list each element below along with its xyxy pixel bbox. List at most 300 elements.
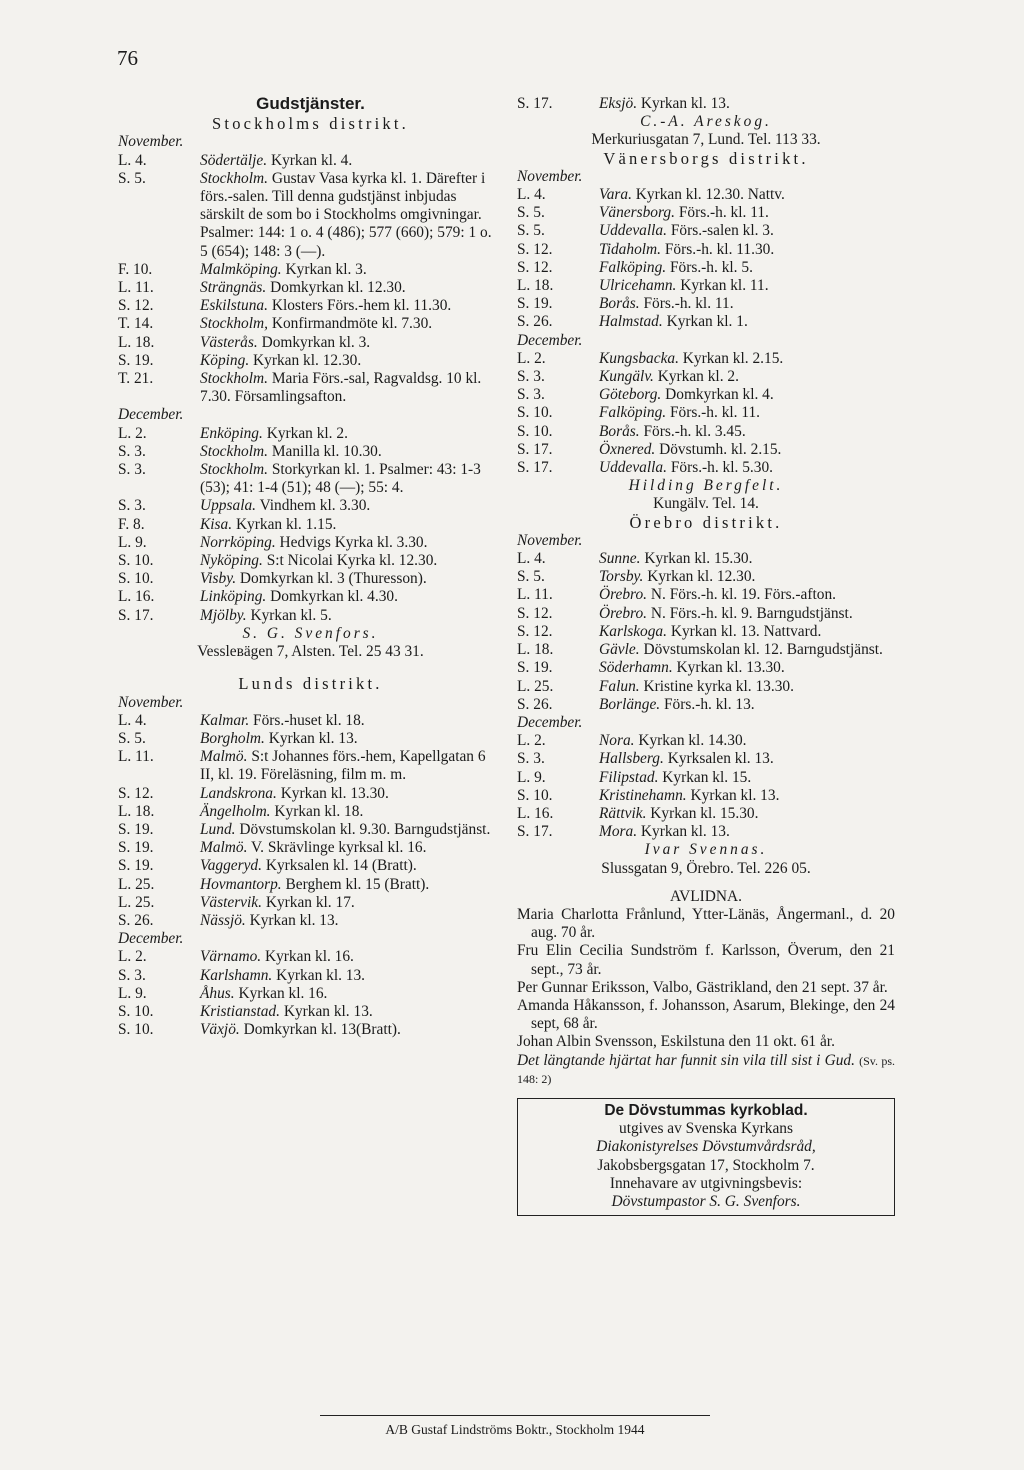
service-entry <box>517 404 895 422</box>
service-details: Kyrkan kl. 13. <box>640 823 730 841</box>
service-place: Kungälv. <box>599 368 654 386</box>
service-details: Manilla kl. 10.30. <box>271 442 382 460</box>
month-label: November. <box>118 693 184 711</box>
service-day: S. 10. <box>517 786 553 804</box>
service-details: Klosters Förs.-hem kl. 11.30. <box>271 297 452 315</box>
district-title-vanersborg: Vänersborgs distrikt. <box>603 148 809 168</box>
service-day: L. 4. <box>118 711 147 729</box>
service-entry <box>517 259 895 277</box>
service-entry <box>517 204 895 222</box>
service-entry <box>118 261 503 279</box>
service-details: Kyrkan kl. 15.30. <box>650 804 759 822</box>
service-details: Dövstumskolan kl. 9.30. Barngudstjänst. <box>239 820 491 838</box>
service-entry <box>118 352 503 370</box>
service-place: Vara. <box>599 186 632 204</box>
month-label: December. <box>517 713 583 731</box>
service-details: Kyrksalen kl. 13. <box>667 750 774 768</box>
service-entry <box>118 588 503 606</box>
service-details: Kyrkan kl. 16. <box>265 948 354 966</box>
service-entry <box>118 297 503 315</box>
service-place: Sunne. <box>599 550 641 568</box>
service-place: Växjö. <box>200 1021 240 1039</box>
service-place: Stockholm. <box>200 370 268 388</box>
service-day: L. 18. <box>517 641 554 659</box>
service-entry <box>517 623 895 641</box>
service-place: Tidaholm. <box>599 240 662 258</box>
service-details: Domkyrkan kl. 3. <box>261 333 371 351</box>
service-entry <box>118 876 503 894</box>
service-place: Köping. <box>200 351 250 369</box>
service-details: Kyrkan kl. 17. <box>265 893 355 911</box>
service-day: L. 4. <box>118 151 147 169</box>
service-day: L. 4. <box>517 550 546 568</box>
service-place: Vänersborg. <box>599 204 675 222</box>
service-day: S. 10. <box>517 422 553 440</box>
service-entry <box>118 370 503 406</box>
service-entry <box>517 350 895 368</box>
service-list <box>118 152 503 407</box>
service-place: Borås. <box>599 422 640 440</box>
service-place: Ulricehamn. <box>599 277 677 295</box>
service-place: Karlskoga. <box>599 622 667 640</box>
service-place: Malmö. <box>200 748 248 766</box>
address: Kungälv. Tel. 14. <box>653 495 759 513</box>
service-entry <box>517 696 895 714</box>
service-place: Västerås. <box>200 333 258 351</box>
service-list <box>118 712 503 930</box>
service-entry <box>517 641 895 659</box>
service-entry <box>118 461 503 497</box>
service-details: Dövstumh. kl. 2.15. <box>659 440 782 458</box>
service-entry <box>517 750 895 768</box>
service-place: Kisa. <box>200 515 233 533</box>
service-day: L. 18. <box>118 802 155 820</box>
service-place: Göteborg. <box>599 386 662 404</box>
closing-text: Det längtande hjärtat har funnit sin vila till sist i Gud. <box>517 1051 855 1069</box>
service-day: S. 5. <box>118 169 146 187</box>
month-label: December. <box>118 930 184 948</box>
service-details: Kyrkan kl. 15.30. <box>644 550 753 568</box>
service-details: Kyrkan kl. 13. <box>690 786 780 804</box>
service-place: Borås. <box>599 295 640 313</box>
month-label: December. <box>118 406 184 424</box>
service-place: Mjölby. <box>200 606 247 624</box>
service-entry <box>118 279 503 297</box>
service-details: Vindhem kl. 3.30. <box>259 497 371 515</box>
service-place: Falun. <box>599 677 640 695</box>
district-title-stockholm: Stockholms distrikt. <box>212 114 409 134</box>
service-list <box>118 948 503 1039</box>
signature: Ivar Svennas. <box>644 841 768 859</box>
service-details: Förs.-h. kl. 11. <box>643 295 734 313</box>
service-day: T. 21. <box>118 370 154 388</box>
service-place: Falköping. <box>599 258 667 276</box>
service-day: S. 26. <box>517 695 553 713</box>
signature: C.-A. Areskog. <box>640 113 772 131</box>
service-details: Berghem kl. 15 (Bratt). <box>285 875 430 893</box>
service-details: Kyrkan kl. 13. <box>283 1002 373 1020</box>
service-place: Mora. <box>599 823 638 841</box>
publisher-line: Dövstumpastor S. G. Svenfors. <box>611 1192 801 1210</box>
service-entry <box>517 678 895 696</box>
service-details: Förs.-h. kl. 11.30. <box>664 240 775 258</box>
service-place: Malmköping. <box>200 260 282 278</box>
service-details: Kyrkan kl. 5. <box>250 606 332 624</box>
service-list <box>517 732 895 841</box>
service-day: S. 12. <box>517 604 553 622</box>
service-place: Borgholm. <box>200 729 265 747</box>
service-place: Uppsala. <box>200 497 257 515</box>
obituary-heading: AVLIDNA. <box>670 887 742 905</box>
district-title-orebro: Örebro distrikt. <box>629 512 783 532</box>
service-day: S. 3. <box>118 966 146 984</box>
service-place: Åhus. <box>200 984 235 1002</box>
service-day: S. 17. <box>517 440 553 458</box>
service-day: L. 25. <box>118 875 155 893</box>
obituary-entry: Fru Elin Cecilia Sundström f. Karlsson, Överum, den 21 sept., 73 år. <box>517 942 895 978</box>
obituary-entry: Johan Albin Svensson, Eskilstuna den 11 okt. 61 år. <box>517 1033 835 1051</box>
service-day: S. 12. <box>517 258 553 276</box>
publisher-box <box>517 1098 895 1216</box>
service-day: S. 3. <box>118 442 146 460</box>
service-place: Nässjö. <box>200 911 246 929</box>
service-day: S. 3. <box>118 461 146 479</box>
service-entry <box>118 1003 503 1021</box>
obituary-entry: Maria Charlotta Frånlund, Ytter-Länäs, Ångermanl., d. 20 aug. 70 år. <box>517 905 895 942</box>
service-place: Kalmar. <box>200 711 250 729</box>
service-details: Domkyrkan kl. 13(Bratt). <box>243 1021 401 1039</box>
service-day: S. 3. <box>118 497 146 515</box>
service-entry <box>517 605 895 623</box>
service-list <box>517 186 895 332</box>
service-details: Kyrkan kl. 12.30. <box>647 568 756 586</box>
service-day: S. 10. <box>118 1021 154 1039</box>
service-place: Nyköping. <box>200 552 263 570</box>
service-details: S:t Johannes förs.-hem, Kapellgatan 6 II, kl. 19. Föreläsning, film m. m. <box>200 748 486 784</box>
service-list <box>517 550 895 714</box>
service-details: Kyrkan kl. 11. <box>680 277 769 295</box>
service-place: Värnamo. <box>200 948 262 966</box>
service-day: L. 18. <box>517 277 554 295</box>
service-place: Uddevalla. <box>599 222 667 240</box>
service-day: S. 5. <box>118 729 146 747</box>
service-entry <box>118 552 503 570</box>
signature: S. G. Svenfors. <box>242 624 379 642</box>
service-entry <box>118 607 503 625</box>
signature: Hilding Bergfelt. <box>628 477 784 495</box>
service-entry <box>118 857 503 875</box>
service-entry <box>118 785 503 803</box>
address: Merkuriusgatan 7, Lund. Tel. 113 33. <box>591 131 821 149</box>
service-entry <box>118 730 503 748</box>
service-place: Enköping. <box>200 424 263 442</box>
service-day: S. 17. <box>118 606 154 624</box>
service-entry <box>517 787 895 805</box>
service-place: Gävle. <box>599 641 640 659</box>
service-day: L. 11. <box>118 279 154 297</box>
service-entry <box>118 152 503 170</box>
service-details: N. Förs.-h. kl. 9. Barngudstjänst. <box>650 604 853 622</box>
district-title-lund: Lunds distrikt. <box>238 674 383 694</box>
service-details: Dövstumskolan kl. 12. Barngudstjänst. <box>643 641 883 659</box>
service-day: S. 10. <box>118 552 154 570</box>
service-details: V. Skrävlinge kyrksal kl. 16. <box>251 839 427 857</box>
service-place: Torsby. <box>599 568 644 586</box>
service-day: S. 10. <box>118 570 154 588</box>
service-day: S. 5. <box>517 204 545 222</box>
service-day: L. 25. <box>517 677 554 695</box>
service-details: Domkyrkan kl. 12.30. <box>270 279 406 297</box>
service-entry <box>118 170 503 261</box>
service-entry <box>517 568 895 586</box>
service-entry <box>517 441 895 459</box>
service-details: Maria Förs.-sal, Ragvaldsg. 10 kl. 7.30. Församlingsafton. <box>200 370 482 406</box>
service-details: Kristine kyrka kl. 13.30. <box>643 677 794 695</box>
service-entry <box>517 823 895 841</box>
service-place: Södertälje. <box>200 151 268 169</box>
service-details: Förs.-h. kl. 5.30. <box>670 459 774 477</box>
service-place: Eskilstuna. <box>200 297 268 315</box>
service-day: S. 26. <box>118 911 154 929</box>
service-day: S. 3. <box>517 386 545 404</box>
service-details: Förs.-h. kl. 5. <box>669 258 753 276</box>
service-entry <box>517 423 895 441</box>
month-label: December. <box>517 331 583 349</box>
footer-rule <box>320 1415 710 1416</box>
service-details: Kyrkan kl. 15. <box>662 768 752 786</box>
service-details: Storkyrkan kl. 1. Psalmer: 43: 1-3 (53); 41: 1-4 (51); 48 (—); 55: 4. <box>200 461 481 497</box>
service-day: S. 10. <box>517 404 553 422</box>
service-entry <box>517 550 895 568</box>
service-day: S. 5. <box>517 222 545 240</box>
service-day: L. 2. <box>517 732 546 750</box>
service-details: N. Förs.-h. kl. 19. Förs.-afton. <box>650 586 836 604</box>
service-details: Kyrkan kl. 1. <box>666 313 748 331</box>
service-details: Hedvigs Kyrka kl. 3.30. <box>279 533 428 551</box>
service-place: Uddevalla. <box>599 459 667 477</box>
left-column <box>118 95 503 1039</box>
service-day: F. 8. <box>118 515 145 533</box>
service-place: Ängelholm. <box>200 802 271 820</box>
service-entry <box>517 732 895 750</box>
service-details: Konfirmandmöte kl. 7.30. <box>271 315 433 333</box>
service-details: Kyrkan kl. 13. <box>640 95 730 112</box>
service-entry <box>517 222 895 240</box>
obituary-entry: Per Gunnar Eriksson, Valbo, Gästrikland, den 21 sept. 37 år. <box>517 978 888 996</box>
service-entry <box>118 967 503 985</box>
service-entry <box>118 839 503 857</box>
right-column <box>517 95 895 1216</box>
service-details: Kyrkan kl. 2. <box>266 424 348 442</box>
service-details: Kyrkan kl. 4. <box>270 151 353 169</box>
service-entry <box>118 803 503 821</box>
printer-imprint: A/B Gustaf Lindströms Boktr., Stockholm 1944 <box>385 1422 645 1437</box>
service-day: S. 19. <box>517 295 553 313</box>
service-day: L. 11. <box>517 586 553 604</box>
service-entry <box>517 386 895 404</box>
service-place: Rättvik. <box>599 804 647 822</box>
service-day: L. 9. <box>118 533 147 551</box>
service-day: S. 3. <box>517 368 545 386</box>
service-place: Stockholm. <box>200 461 268 479</box>
service-list <box>517 95 895 113</box>
service-details: Kyrkan kl. 13. Nattvard. <box>670 622 822 640</box>
service-place: Borlänge. <box>599 695 661 713</box>
service-entry <box>118 534 503 552</box>
service-day: S. 12. <box>517 622 553 640</box>
publisher-line: utgives av Svenska Kyrkans <box>619 1120 793 1138</box>
publisher-title: De Dövstummas kyrkoblad. <box>604 1101 808 1119</box>
service-details: Kyrkan kl. 13.30. <box>280 784 389 802</box>
service-place: Visby. <box>200 570 237 588</box>
service-place: Malmö. <box>200 839 248 857</box>
service-place: Stockholm, <box>200 315 268 333</box>
month-label: November. <box>517 531 583 549</box>
service-entry <box>118 315 503 333</box>
service-day: S. 12. <box>118 297 154 315</box>
service-entry <box>118 912 503 930</box>
closing-reference: (Sv. ps. 148: 2) <box>517 1053 895 1086</box>
service-entry <box>118 948 503 966</box>
service-entry <box>517 241 895 259</box>
closing-verse <box>517 1052 895 1088</box>
service-entry <box>118 821 503 839</box>
service-day: L. 2. <box>517 349 546 367</box>
service-details: Kyrkan kl. 13.30. <box>676 659 785 677</box>
service-day: L. 4. <box>517 186 546 204</box>
address: Vessleвägen 7, Alsten. Tel. 25 43 31. <box>197 643 424 661</box>
service-details: Förs.-h. kl. 11. <box>669 404 761 422</box>
service-details: Kyrkan kl. 13. <box>276 966 366 984</box>
service-entry <box>118 334 503 352</box>
service-entry <box>517 368 895 386</box>
obituary-list <box>517 906 895 1052</box>
service-day: S. 19. <box>118 351 154 369</box>
service-place: Vaggeryd. <box>200 857 262 875</box>
publisher-line: Diakonistyrelses Dövstumvårdsråd, <box>596 1138 816 1156</box>
service-place: Halmstad. <box>599 313 663 331</box>
service-place: Örebro. <box>599 604 648 622</box>
service-entry <box>118 570 503 588</box>
service-day: S. 26. <box>517 313 553 331</box>
service-place: Örebro. <box>599 586 648 604</box>
service-place: Strängnäs. <box>200 279 267 297</box>
service-day: L. 9. <box>118 984 147 1002</box>
service-list <box>118 425 503 625</box>
service-place: Kungsbacka. <box>599 349 679 367</box>
service-day: S. 10. <box>118 1002 154 1020</box>
service-day: S. 5. <box>517 568 545 586</box>
service-entry <box>517 95 895 113</box>
service-day: L. 16. <box>118 588 155 606</box>
service-entry <box>118 425 503 443</box>
service-place: Öxnered. <box>599 440 656 458</box>
service-day: L. 2. <box>118 948 147 966</box>
service-details: Förs.-huset kl. 18. <box>253 711 365 729</box>
service-entry <box>118 497 503 515</box>
service-place: Filipstad. <box>599 768 659 786</box>
service-day: L. 25. <box>118 893 155 911</box>
month-label: November. <box>517 167 583 185</box>
publisher-line: Jakobsbergsgatan 17, Stockholm 7. <box>597 1156 815 1174</box>
service-day: S. 19. <box>118 820 154 838</box>
service-details: Förs.-h. kl. 3.45. <box>643 422 746 440</box>
service-details: Kyrkan kl. 14.30. <box>638 732 747 750</box>
publisher-line: Innehavare av utgivningsbevis: <box>609 1174 803 1192</box>
service-details: S:t Nicolai Kyrka kl. 12.30. <box>266 552 438 570</box>
service-place: Nora. <box>599 732 635 750</box>
service-details: Förs.-h. kl. 13. <box>664 695 755 713</box>
service-details: Kyrksalen kl. 14 (Bratt). <box>265 857 417 875</box>
service-entry <box>517 586 895 604</box>
service-day: L. 16. <box>517 804 554 822</box>
service-day: L. 18. <box>118 333 155 351</box>
service-details: Kyrkan kl. 2.15. <box>682 349 784 367</box>
service-day: F. 10. <box>118 260 153 278</box>
service-day: S. 12. <box>118 784 154 802</box>
service-day: L. 9. <box>517 768 546 786</box>
service-details: Förs.-salen kl. 3. <box>670 222 774 240</box>
service-details: Gustav Vasa kyrka kl. 1. Därefter i förs.-salen. Till denna gudstjänst inbjudas särskilt de som bo i Stockholms omgivningar. Psalmer: 144: 1 o. 4 (486); 577 (660); 579: 1 o. 5 (654); 148: 3 (—). <box>200 169 492 260</box>
service-day: S. 3. <box>517 750 545 768</box>
service-place: Falköping. <box>599 404 667 422</box>
service-place: Västervik. <box>200 893 262 911</box>
service-details: Kyrkan kl. 13. <box>268 729 358 747</box>
service-place: Hallsberg. <box>599 750 664 768</box>
service-entry <box>517 659 895 677</box>
service-place: Kristinehamn. <box>599 786 687 804</box>
service-entry <box>517 769 895 787</box>
obituary-entry: Amanda Håkansson, f. Johansson, Asarum, Blekinge, den 24 sept, 68 år. <box>517 996 895 1033</box>
service-entry <box>517 805 895 823</box>
service-day: S. 17. <box>517 459 553 477</box>
page-number: 76 <box>117 46 138 70</box>
service-day: L. 11. <box>118 748 154 766</box>
service-details: Kyrkan kl. 12.30. <box>253 351 362 369</box>
service-entry <box>517 313 895 331</box>
service-place: Stockholm. <box>200 442 268 460</box>
service-place: Hovmantorp. <box>200 875 282 893</box>
service-day: S. 17. <box>517 823 553 841</box>
service-list <box>517 350 895 477</box>
service-details: Kyrkan kl. 3. <box>285 260 367 278</box>
service-details: Kyrkan kl. 16. <box>238 984 328 1002</box>
service-entry <box>517 295 895 313</box>
service-day: S. 19. <box>517 659 553 677</box>
service-place: Karlshamn. <box>200 966 273 984</box>
service-day: S. 19. <box>118 839 154 857</box>
service-place: Stockholm. <box>200 169 268 187</box>
service-details: Domkyrkan kl. 4.30. <box>270 588 398 606</box>
service-place: Landskrona. <box>200 784 277 802</box>
service-details: Kyrkan kl. 1.15. <box>235 515 337 533</box>
service-place: Lund. <box>200 820 236 838</box>
service-details: Domkyrkan kl. 4. <box>665 386 774 404</box>
service-entry <box>118 748 503 784</box>
service-day: L. 2. <box>118 424 147 442</box>
service-details: Domkyrkan kl. 3 (Thuresson). <box>239 570 427 588</box>
service-place: Eksjö. <box>599 95 638 112</box>
service-day: S. 17. <box>517 95 553 112</box>
service-details: Kyrkan kl. 18. <box>274 802 364 820</box>
service-entry <box>118 443 503 461</box>
service-details: Kyrkan kl. 12.30. Nattv. <box>635 186 785 204</box>
service-entry <box>118 985 503 1003</box>
service-entry <box>118 894 503 912</box>
service-entry <box>118 516 503 534</box>
service-entry <box>118 712 503 730</box>
service-details: Kyrkan kl. 2. <box>657 368 739 386</box>
